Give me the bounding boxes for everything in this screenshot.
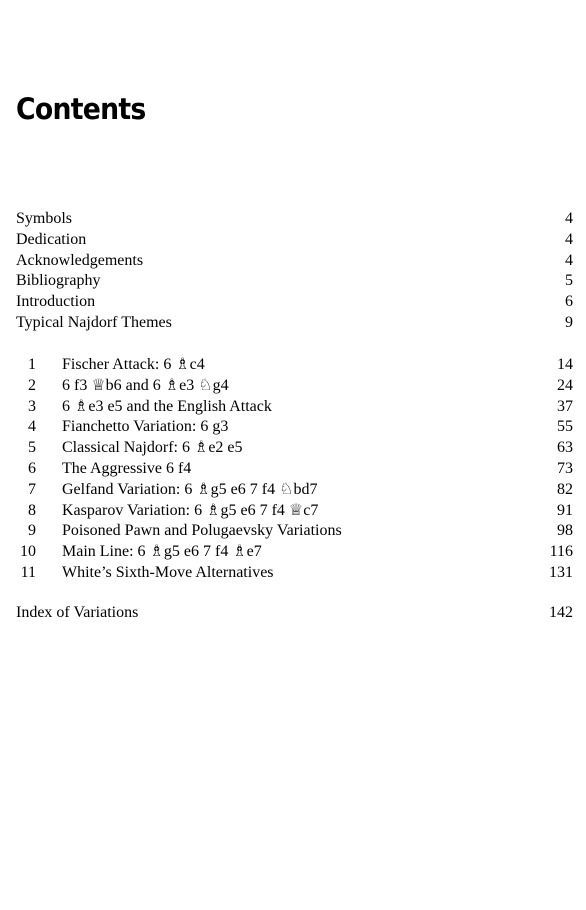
chapter-list: [16, 355, 573, 584]
toc-entry-page: 4: [565, 251, 573, 269]
toc-entry-page: 6: [565, 293, 573, 311]
toc-entry-label: Index of Variations: [16, 604, 139, 621]
toc-entry-index[interactable]: [16, 603, 573, 624]
chapter-page: 131: [549, 563, 573, 581]
chapter-entry-4[interactable]: [16, 417, 573, 438]
chapter-page: 73: [557, 459, 573, 477]
chapter-entry-5[interactable]: [16, 438, 573, 459]
chapter-number: 7: [28, 480, 36, 498]
chapter-entry-6[interactable]: [16, 459, 573, 480]
front-matter-list: [16, 209, 573, 334]
toc-entry-label: Dedication: [16, 230, 87, 248]
toc-entry-label: Acknowledgements: [16, 251, 144, 269]
toc-entry-page: 4: [565, 210, 573, 227]
toc-entry-symbols[interactable]: [16, 209, 573, 230]
chapter-entry-3[interactable]: [16, 397, 573, 418]
toc-entry-page: 142: [549, 604, 573, 621]
toc-entry-label: Introduction: [16, 293, 96, 311]
chapter-entry-1[interactable]: [16, 355, 573, 376]
chapter-number: 11: [20, 563, 36, 581]
chapter-title: The Aggressive 6 f4: [62, 459, 192, 477]
toc-entry-page: 9: [565, 313, 573, 331]
chapter-entry-7[interactable]: [16, 480, 573, 501]
chapter-number: 4: [28, 418, 36, 436]
chapter-number: 2: [28, 376, 36, 394]
chapter-entry-2[interactable]: [16, 376, 573, 397]
chapter-title: Fianchetto Variation: 6 g3: [62, 418, 229, 436]
toc-entry-label: Bibliography: [16, 272, 101, 290]
toc-entry-dedication[interactable]: [16, 230, 573, 251]
chapter-page: 24: [557, 376, 573, 394]
page-title: Contents: [16, 92, 146, 126]
toc-entry-label: Symbols: [16, 210, 73, 227]
toc-entry-page: 5: [565, 272, 573, 290]
chapter-number: 9: [28, 522, 36, 540]
chapter-title: 6 ♗e3 e5 and the English Attack: [62, 397, 272, 415]
chapter-page: 37: [557, 397, 573, 415]
toc-entry-bibliography[interactable]: [16, 271, 573, 292]
chapter-number: 5: [28, 439, 36, 457]
chapter-number: 3: [28, 397, 36, 415]
chapter-title: Classical Najdorf: 6 ♗e2 e5: [62, 439, 243, 457]
chapter-title: Kasparov Variation: 6 ♗g5 e6 7 f4 ♕c7: [62, 501, 319, 519]
chapter-entry-8[interactable]: [16, 501, 573, 522]
toc-entry-page: 4: [565, 230, 573, 248]
toc-entry-typical-themes[interactable]: [16, 313, 573, 334]
chapter-number: 10: [20, 543, 36, 561]
toc-entry-label: Typical Najdorf Themes: [16, 313, 172, 331]
chapter-number: 8: [28, 501, 36, 519]
chapter-number: 6: [28, 459, 36, 477]
chapter-title: Poisoned Pawn and Polugaevsky Variations: [62, 522, 342, 540]
chapter-title: 6 f3 ♕b6 and 6 ♗e3 ♘g4: [62, 376, 229, 394]
toc-entry-introduction[interactable]: [16, 292, 573, 313]
chapter-page: 91: [557, 501, 573, 519]
chapter-page: 116: [549, 543, 573, 561]
chapter-number: 1: [28, 356, 36, 373]
toc-entry-acknowledgements[interactable]: [16, 251, 573, 272]
chapter-entry-11[interactable]: [16, 563, 573, 584]
chapter-page: 14: [557, 356, 573, 373]
chapter-title: Gelfand Variation: 6 ♗g5 e6 7 f4 ♘bd7: [62, 480, 318, 498]
chapter-entry-10[interactable]: [16, 542, 573, 563]
chapter-entry-9[interactable]: [16, 521, 573, 542]
chapter-title: Fischer Attack: 6 ♗c4: [62, 356, 205, 373]
chapter-page: 82: [557, 480, 573, 498]
chapter-page: 98: [557, 522, 573, 540]
back-matter-list: [16, 603, 573, 624]
chapter-page: 63: [557, 439, 573, 457]
chapter-title: White’s Sixth-Move Alternatives: [62, 563, 274, 581]
chapter-title: Main Line: 6 ♗g5 e6 7 f4 ♗e7: [62, 543, 262, 561]
chapter-page: 55: [557, 418, 573, 436]
